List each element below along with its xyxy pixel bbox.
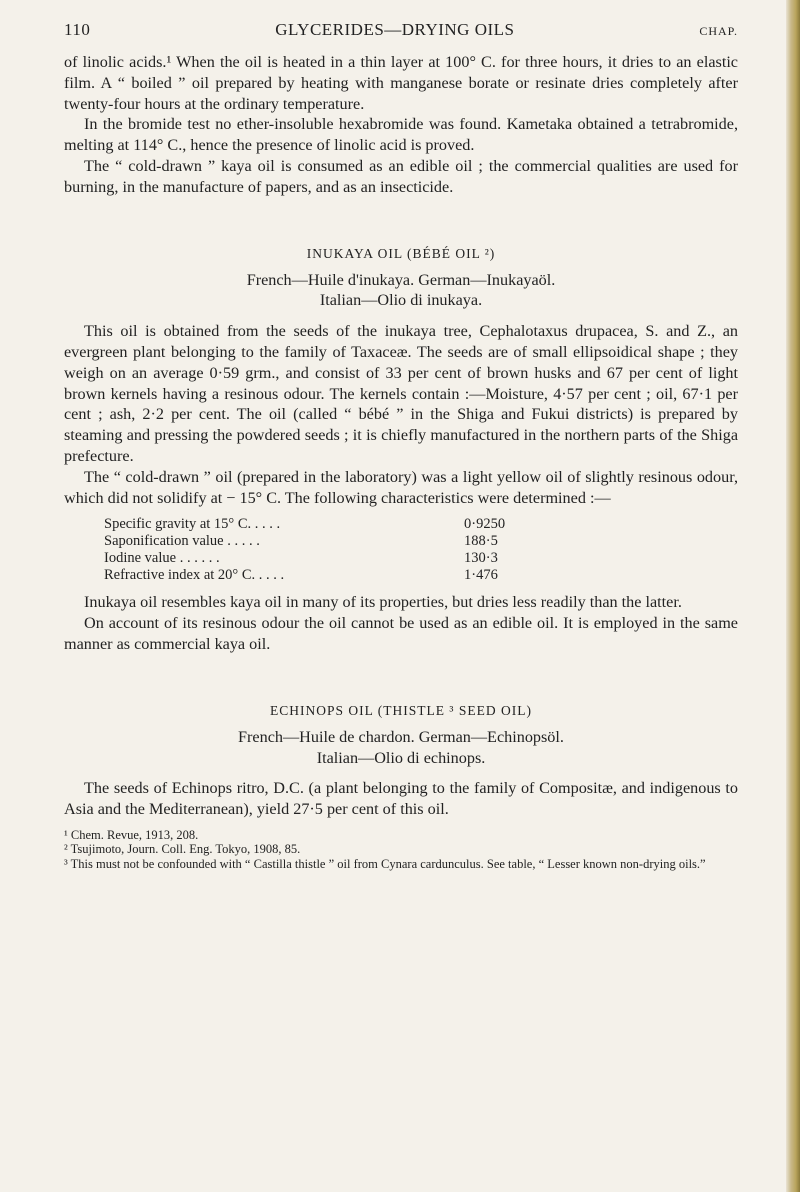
constant-value: 130·3	[464, 550, 498, 567]
constant-label: Iodine value . . . . . .	[104, 550, 220, 567]
characteristics-table	[104, 516, 554, 584]
names-line: French—Huile d'inukaya. German—Inukayaöl.	[246, 270, 556, 289]
intro-paragraph: of linolic acids.¹ When the oil is heated in a thin layer at 100° C. for three hours, it dries to an elastic film. A “ boiled ” oil prepared by heating with manganese borate or resinate dries completely after twenty-four hours at the ordinary temperature.	[64, 53, 738, 113]
section-title-inukaya: INUKAYA OIL (BÉBÉ OIL ²)	[306, 245, 496, 261]
table-row	[104, 550, 554, 567]
body-paragraph: Inukaya oil resembles kaya oil in many of its properties, but dries less readily than the latter.	[84, 593, 682, 612]
footnote: ³ This must not be confounded with “ Castilla thistle ” oil from Cynara cardunculus. See table, “ Lesser known non-drying oils.”	[64, 856, 706, 871]
body-paragraph: The seeds of Echinops ritro, D.C. (a plant belonging to the family of Compositæ, and indigenous to Asia and the Mediterranean), yield 27·5 per cent of this oil.	[64, 779, 738, 819]
table-row	[104, 567, 554, 584]
running-header	[64, 20, 738, 40]
section-title-echinops: ECHINOPS OIL (THISTLE ³ SEED OIL)	[270, 702, 532, 718]
footnotes	[64, 828, 738, 872]
constant-value: 188·5	[464, 533, 498, 550]
constant-label: Refractive index at 20° C. . . . .	[104, 567, 285, 584]
names-line: Italian—Olio di echinops.	[316, 748, 486, 767]
footnote: ¹ Chem. Revue, 1913, 208.	[64, 827, 199, 842]
constant-value: 0·9250	[464, 516, 506, 533]
footnote: ² Tsujimoto, Journ. Coll. Eng. Tokyo, 1908, 85.	[64, 842, 301, 857]
names-line: French—Huile de chardon. German—Echinopsöl.	[238, 727, 564, 746]
body-paragraph: The “ cold-drawn ” oil (prepared in the laboratory) was a light yellow oil of slightly resinous odour, which did not solidify at − 15° C. The following characteristics were determined :—	[64, 467, 738, 507]
table-row	[104, 533, 554, 550]
names-line: Italian—Olio di inukaya.	[319, 291, 483, 310]
chapter-label: CHAP.	[699, 24, 738, 38]
intro-paragraph: The “ cold-drawn ” kaya oil is consumed as an edible oil ; the commercial qualities are used for burning, in the manufacture of papers, and as an insecticide.	[64, 156, 738, 196]
page-number: 110	[64, 20, 91, 39]
body-paragraph: On account of its resinous odour the oil cannot be used as an edible oil. It is employed in the same manner as commercial kaya oil.	[64, 614, 738, 653]
table-row	[104, 516, 554, 533]
constant-value: 1·476	[464, 567, 498, 584]
intro-paragraph: In the bromide test no ether-insoluble hexabromide was found. Kametaka obtained a tetrabromide, melting at 114° C., hence the presence of linolic acid is proved.	[64, 115, 738, 155]
constant-label: Saponification value . . . . .	[104, 533, 260, 550]
body-paragraph: This oil is obtained from the seeds of the inukaya tree, Cephalotaxus drupacea, S. and Z., an evergreen plant belonging to the family of Taxaceæ. The seeds are of small ellipsoidical shape ; they weigh on an average 0·59 grm., and consist of 33 per cent of brown husks and 67 per cent of light brown kernels having a resinous odour. The kernels contain :—Moisture, 4·57 per cent ; oil, 67·1 per cent ; ash, 2·2 per cent. The oil (called “ bébé ” in the Shiga and Fukui districts) is prepared by steaming and pressing the powdered seeds ; it is chiefly manufactured in the northern parts of the Shiga prefecture.	[64, 322, 738, 465]
running-title: GLYCERIDES—DRYING OILS	[275, 20, 515, 39]
constant-label: Specific gravity at 15° C. . . . .	[104, 516, 281, 533]
